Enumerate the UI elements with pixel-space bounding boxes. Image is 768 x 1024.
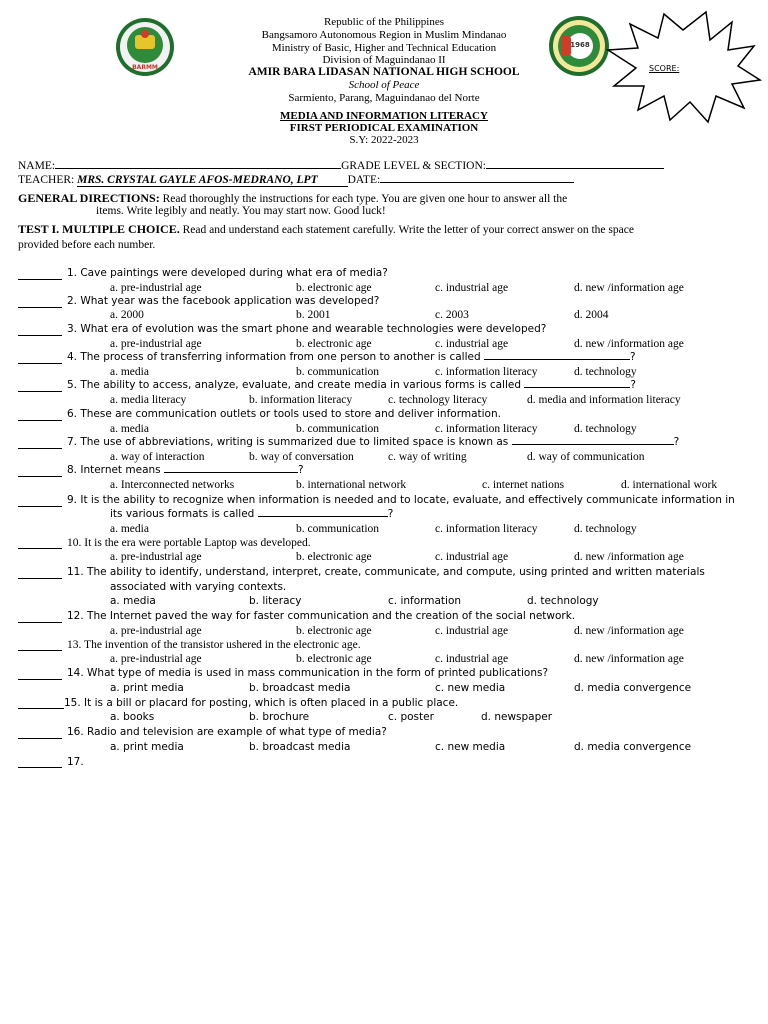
question-9: 9. It is the ability to recognize when information is needed and to locate, evaluate, and effectively communicate information in	[67, 494, 735, 506]
q8-fill-blank	[164, 472, 298, 473]
school-motto: School of Peace	[348, 79, 420, 91]
q6-option-c: c. information literacy	[435, 423, 538, 435]
question-17: 17.	[67, 756, 84, 768]
teacher-row	[18, 174, 574, 187]
q14-option-d: d. media convergence	[574, 682, 692, 694]
q14-option-b: b. broadcast media	[249, 682, 351, 694]
question-4-text: 4. The process of transferring information from one person to another is called	[67, 351, 481, 363]
q2-option-a: a. 2000	[110, 309, 144, 321]
q8-end: ?	[297, 464, 304, 476]
q11-option-c: c. information	[388, 595, 462, 607]
q9-option-b: b. communication	[296, 523, 380, 535]
barmm-text: BARMM	[132, 64, 158, 71]
q4-option-d: d. technology	[574, 366, 637, 378]
q7-option-b: b. way of conversation	[249, 451, 354, 463]
q13-option-b: b. electronic age	[296, 653, 372, 665]
q15-option-c: c. poster	[388, 711, 434, 723]
date-field[interactable]	[380, 182, 574, 183]
q15-option-d: d. newspaper	[481, 711, 553, 723]
q7-option-c: c. way of writing	[388, 451, 467, 463]
q10-option-a: a. pre-industrial age	[110, 551, 202, 563]
answer-blank-17[interactable]	[18, 767, 62, 768]
question-15: 15. It is a bill or placard for posting, which is often placed in a public place.	[64, 697, 459, 709]
q5-end: ?	[630, 379, 636, 391]
test1-label: TEST I. MULTIPLE CHOICE.	[18, 222, 180, 236]
q10-option-d: d. new /information age	[574, 551, 684, 563]
q11-option-b: b. literacy	[249, 595, 302, 607]
directions-text-2: items. Write legibly and neatly. You may start now. Good luck!	[96, 205, 386, 217]
q13-option-c: c. industrial age	[435, 653, 509, 665]
q11-option-d: d. technology	[527, 595, 599, 607]
question-14: 14. What type of media is used in mass communication in the form of printed publications?	[67, 667, 549, 679]
q6-option-b: b. communication	[296, 423, 380, 435]
question-5	[67, 379, 636, 391]
exam-title: FIRST PERIODICAL EXAMINATION	[289, 122, 479, 134]
q4-fill-blank	[484, 359, 630, 360]
q13-option-a: a. pre-industrial age	[110, 653, 202, 665]
answer-blank-5[interactable]	[18, 391, 62, 392]
header-line-1: Republic of the Philippines	[323, 16, 445, 28]
question-2: 2. What year was the facebook application was developed?	[67, 295, 380, 307]
q7-end: ?	[673, 436, 680, 448]
header-line-2: Bangsamoro Autonomous Region in Muslim Mindanao	[261, 29, 507, 41]
answer-blank-9[interactable]	[18, 506, 62, 507]
year-text: 1968	[570, 41, 590, 49]
question-13: 13. The invention of the transistor ushered in the electronic age.	[67, 639, 361, 651]
answer-blank-4[interactable]	[18, 363, 62, 364]
question-12: 12. The Internet paved the way for faster communication and the creation of the social network.	[67, 610, 576, 622]
q3-option-d: d. new /information age	[574, 338, 684, 350]
answer-blank-16[interactable]	[18, 738, 62, 739]
q9-end: ?	[387, 508, 394, 520]
answer-blank-3[interactable]	[18, 335, 62, 336]
test1-text-2: provided before each number.	[18, 239, 156, 251]
q10-option-c: c. industrial age	[435, 551, 509, 563]
q4-end: ?	[629, 351, 636, 363]
question-1: 1. Cave paintings were developed during what era of media?	[67, 267, 388, 279]
q14-option-c: c. new media	[435, 682, 506, 694]
q7-option-a: a. way of interaction	[110, 451, 205, 463]
q12-option-b: b. electronic age	[296, 625, 372, 637]
question-9-cont	[110, 508, 393, 520]
q1-option-a: a. pre-industrial age	[110, 282, 202, 294]
teacher-name: MRS. CRYSTAL GAYLE AFOS-MEDRANO, LPT	[77, 174, 347, 187]
q3-option-b: b. electronic age	[296, 338, 372, 350]
q9-option-c: c. information literacy	[435, 523, 538, 535]
answer-blank-6[interactable]	[18, 420, 62, 421]
q5-option-b: b. information literacy	[249, 394, 353, 406]
q4-option-c: c. information literacy	[435, 366, 538, 378]
q16-option-a: a. print media	[110, 741, 184, 753]
school-name: AMIR BARA LIDASAN NATIONAL HIGH SCHOOL	[248, 66, 520, 78]
directions-label: GENERAL DIRECTIONS:	[18, 191, 160, 205]
q6-option-d: d. technology	[574, 423, 637, 435]
test1-text: Read and understand each statement carefully. Write the letter of your correct answer on the space	[179, 224, 634, 236]
question-8-text: 8. Internet means	[67, 464, 161, 476]
answer-blank-10[interactable]	[18, 548, 62, 549]
name-label: NAME:	[18, 160, 56, 172]
question-10: 10. It is the era were portable Laptop was developed.	[67, 537, 311, 549]
school-address: Sarmiento, Parang, Maguindanao del Norte	[288, 92, 480, 104]
q5-option-c: c. technology literacy	[388, 394, 488, 406]
name-field[interactable]	[55, 168, 341, 169]
q5-option-a: a. media literacy	[110, 394, 187, 406]
answer-blank-1[interactable]	[18, 279, 62, 280]
grade-section-field[interactable]	[486, 168, 664, 169]
q10-option-b: b. electronic age	[296, 551, 372, 563]
q13-option-d: d. new /information age	[574, 653, 684, 665]
answer-blank-14[interactable]	[18, 679, 62, 680]
q1-option-d: d. new /information age	[574, 282, 684, 294]
question-7-text: 7. The use of abbreviations, writing is summarized due to limited space is known as	[67, 436, 509, 448]
q7-fill-blank	[512, 444, 674, 445]
q5-fill-blank	[524, 387, 630, 388]
q2-option-b: b. 2001	[296, 309, 331, 321]
grade-label: GRADE LEVEL & SECTION:	[341, 160, 486, 172]
q1-option-c: c. industrial age	[435, 282, 509, 294]
q4-option-a: a. media	[110, 366, 149, 378]
question-9-text-2: its various formats is called	[110, 508, 255, 520]
date-label: DATE:	[347, 174, 381, 186]
q8-option-a: a. Interconnected networks	[110, 479, 235, 491]
q11-option-a: a. media	[110, 595, 156, 607]
q3-option-a: a. pre-industrial age	[110, 338, 202, 350]
answer-blank-12[interactable]	[18, 622, 62, 623]
school-year: S.Y: 2022-2023	[349, 134, 419, 146]
question-3: 3. What era of evolution was the smart phone and wearable technologies were developed?	[67, 323, 547, 335]
question-5-text: 5. The ability to access, analyze, evaluate, and create media in various forms is called	[67, 379, 522, 391]
header-line-4: Division of Maguindanao II	[322, 54, 446, 66]
q6-option-a: a. media	[110, 423, 149, 435]
q12-option-d: d. new /information age	[574, 625, 684, 637]
q5-option-d: d. media and information literacy	[527, 394, 681, 406]
q9-fill-blank	[258, 516, 388, 517]
question-11: 11. The ability to identify, understand, interpret, create, communicate, and compute, using printed and written materials	[67, 566, 705, 578]
q8-option-b: b. international network	[296, 479, 407, 491]
q9-option-a: a. media	[110, 523, 149, 535]
q4-option-b: b. communication	[296, 366, 380, 378]
test1-instructions	[18, 222, 634, 237]
q14-option-a: a. print media	[110, 682, 184, 694]
q16-option-b: b. broadcast media	[249, 741, 351, 753]
answer-blank-7[interactable]	[18, 448, 62, 449]
q12-option-c: c. industrial age	[435, 625, 509, 637]
question-8	[67, 464, 304, 476]
question-4	[67, 351, 636, 363]
answer-blank-8[interactable]	[18, 476, 62, 477]
name-row	[18, 160, 664, 172]
answer-blank-11[interactable]	[18, 578, 62, 579]
header-line-3: Ministry of Basic, Higher and Technical Education	[271, 42, 497, 54]
teacher-label: TEACHER:	[18, 174, 75, 186]
q3-option-c: c. industrial age	[435, 338, 509, 350]
q7-option-d: d. way of communication	[527, 451, 645, 463]
question-16: 16. Radio and television are example of what type of media?	[67, 726, 387, 738]
q8-option-c: c. internet nations	[482, 479, 565, 491]
q8-option-d: d. international work	[621, 479, 718, 491]
general-directions	[18, 191, 567, 206]
q9-option-d: d. technology	[574, 523, 637, 535]
q2-option-c: c. 2003	[435, 309, 469, 321]
q2-option-d: d. 2004	[574, 309, 609, 321]
question-6: 6. These are communication outlets or tools used to store and deliver information.	[67, 408, 501, 420]
q16-option-d: d. media convergence	[574, 741, 692, 753]
answer-blank-15[interactable]	[18, 708, 64, 709]
directions-text: Read thoroughly the instructions for each type. You are given one hour to answer all the	[159, 193, 568, 205]
answer-blank-13[interactable]	[18, 650, 62, 651]
q15-option-b: b. brochure	[249, 711, 310, 723]
q12-option-a: a. pre-industrial age	[110, 625, 202, 637]
q1-option-b: b. electronic age	[296, 282, 372, 294]
answer-blank-2[interactable]	[18, 307, 62, 308]
q16-option-c: c. new media	[435, 741, 506, 753]
question-7	[67, 436, 679, 448]
score-label: SCORE:	[649, 64, 680, 73]
subject-title: MEDIA AND INFORMATION LITERACY	[280, 110, 488, 122]
question-11-cont: associated with varying contexts.	[110, 581, 287, 593]
q15-option-a: a. books	[110, 711, 155, 723]
